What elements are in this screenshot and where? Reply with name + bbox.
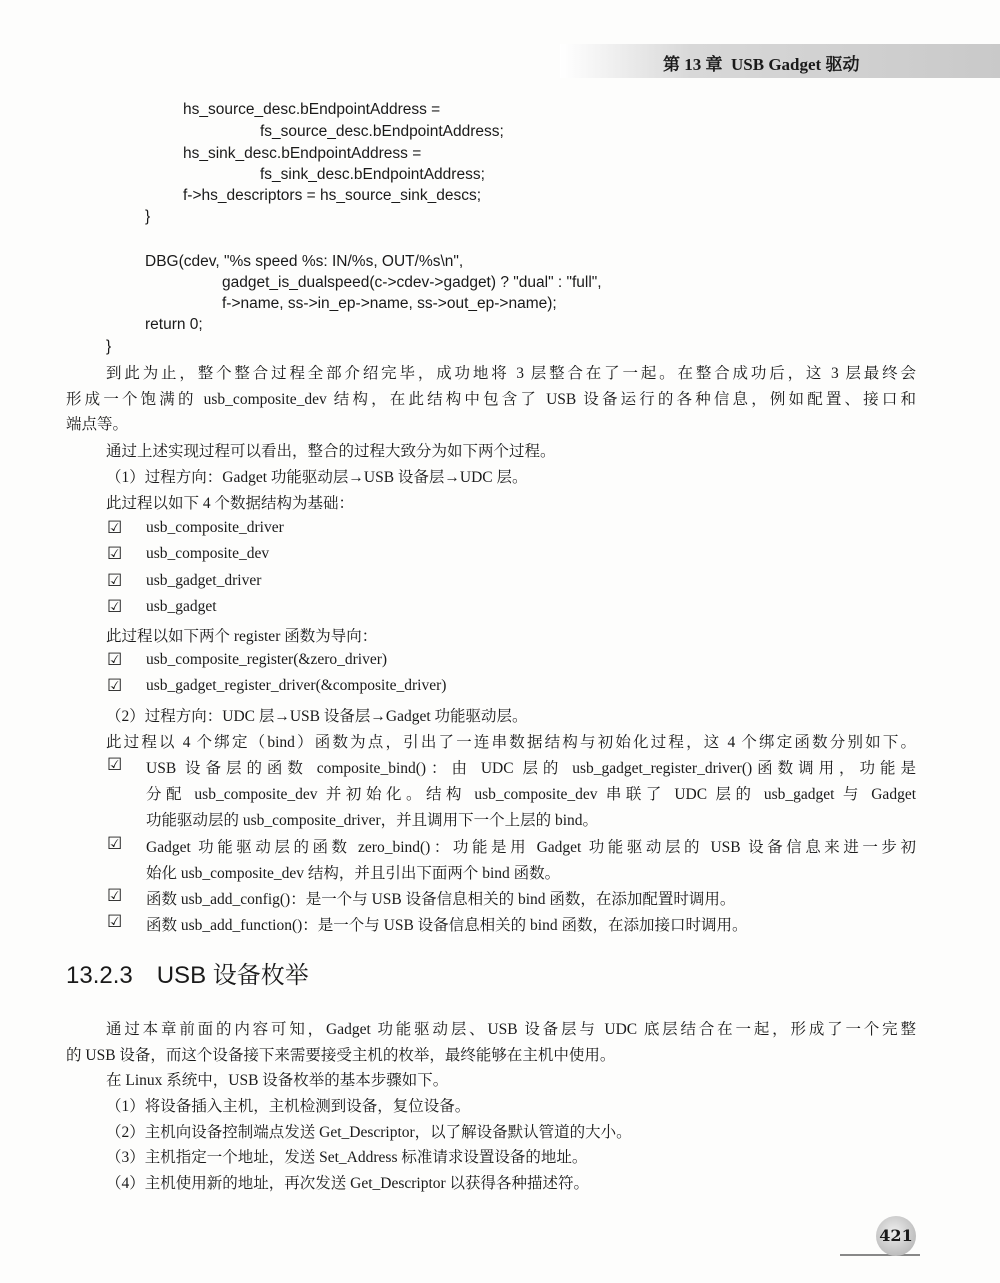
list-item: usb_gadget_driver: [146, 572, 262, 589]
list-item-cont: 分配 usb_composite_dev 并初始化。结构 usb_composite_dev 串联了 UDC 层的 usb_gadget 与 Gadget: [146, 786, 916, 803]
checkbox-icon: ☑: [107, 518, 123, 538]
checkbox-icon: ☑: [107, 650, 123, 670]
list-item: usb_composite_driver: [146, 519, 284, 536]
checkbox-icon: ☑: [107, 676, 123, 696]
text-line: （1）将设备插入主机，主机检测到设备，复位设备。: [106, 1098, 471, 1115]
text-line: （1）过程方向：Gadget 功能驱动层→USB 设备层→UDC 层。: [106, 469, 528, 486]
code-line: gadget_is_dualspeed(c->cdev->gadget) ? "dual" : "full",: [222, 274, 602, 291]
checkbox-icon: ☑: [107, 544, 123, 564]
list-item-cont: 功能驱动层的 usb_composite_driver，并且调用下一个上层的 bind。: [146, 812, 599, 829]
checkbox-icon: ☑: [107, 571, 123, 591]
text-line: （2）主机向设备控制端点发送 Get_Descriptor，以了解设备默认管道的大小。: [106, 1124, 632, 1141]
checkbox-icon: ☑: [107, 886, 123, 906]
list-item: usb_composite_register(&zero_driver): [146, 651, 388, 668]
chapter-header: [560, 44, 1000, 78]
code-line: fs_source_desc.bEndpointAddress;: [260, 123, 504, 140]
text-line: 到此为止，整个整合过程全部介绍完毕，成功地将 3 层整合在了一起。在整合成功后，这 3 层最终会: [106, 365, 916, 382]
code-line: }: [106, 338, 112, 355]
text-line: （4）主机使用新的地址，再次发送 Get_Descriptor 以获得各种描述符。: [106, 1175, 590, 1192]
text-line: （2）过程方向：UDC 层→USB 设备层→Gadget 功能驱动层。: [106, 708, 528, 725]
list-item: usb_gadget: [146, 598, 217, 615]
checkbox-icon: ☑: [107, 912, 123, 932]
code-line: }: [145, 208, 151, 225]
list-item: usb_composite_dev: [146, 545, 270, 562]
list-item: 函数 usb_add_config()：是一个与 USB 设备信息相关的 bind 函数，在添加配置时调用。: [146, 891, 736, 908]
checkbox-icon: ☑: [107, 755, 123, 775]
list-item: USB 设备层的函数 composite_bind()：由 UDC 层的 usb_gadget_register_driver()函数调用，功能是: [146, 760, 916, 777]
code-line: f->hs_descriptors = hs_source_sink_descs;: [183, 187, 482, 204]
text-line: 形成一个饱满的 usb_composite_dev 结构，在此结构中包含了 USB 设备运行的各种信息，例如配置、接口和: [66, 391, 916, 408]
code-line: f->name, ss->in_ep->name, ss->out_ep->name);: [222, 295, 557, 312]
code-line: fs_sink_desc.bEndpointAddress;: [260, 166, 485, 183]
text-line: 此过程以如下 4 个数据结构为基础：: [106, 495, 355, 512]
code-line: return 0;: [145, 316, 203, 333]
text-line: 此过程以 4 个绑定（bind）函数为点，引出了一连串数据结构与初始化过程，这 4 个绑定函数分别如下。: [106, 734, 916, 751]
section-heading: 13.2.3 USB 设备枚举: [66, 962, 309, 989]
chapter-title: 第 13 章 USB Gadget 驱动: [663, 55, 860, 74]
text-line: 通过上述实现过程可以看出，整合的过程大致分为如下两个过程。: [106, 443, 556, 460]
code-line: hs_source_desc.bEndpointAddress =: [183, 101, 441, 118]
list-item-cont: 始化 usb_composite_dev 结构，并且引出下面两个 bind 函数。: [146, 865, 561, 882]
text-line: （3）主机指定一个地址，发送 Set_Address 标准请求设置设备的地址。: [106, 1149, 588, 1166]
page-number: 421: [876, 1216, 916, 1256]
checkbox-icon: ☑: [107, 597, 123, 617]
code-line: hs_sink_desc.bEndpointAddress =: [183, 145, 422, 162]
text-line: 通过本章前面的内容可知，Gadget 功能驱动层、USB 设备层与 UDC 底层结合在一起，形成了一个完整: [106, 1021, 916, 1038]
checkbox-icon: ☑: [107, 834, 123, 854]
list-item: 函数 usb_add_function()：是一个与 USB 设备信息相关的 bind 函数，在添加接口时调用。: [146, 917, 748, 934]
text-line: 在 Linux 系统中，USB 设备枚举的基本步骤如下。: [106, 1072, 449, 1089]
list-item: usb_gadget_register_driver(&composite_driver): [146, 677, 447, 694]
text-line: 端点等。: [66, 416, 129, 433]
text-line: 此过程以如下两个 register 函数为导向：: [106, 628, 378, 645]
code-line: DBG(cdev, "%s speed %s: IN/%s, OUT/%s\n",: [145, 253, 464, 270]
text-line: 的 USB 设备，而这个设备接下来需要接受主机的枚举，最终能够在主机中使用。: [66, 1047, 616, 1064]
page-number-rule: [840, 1254, 920, 1256]
list-item: Gadget 功能驱动层的函数 zero_bind()：功能是用 Gadget 功能驱动层的 USB 设备信息来进一步初: [146, 839, 916, 856]
